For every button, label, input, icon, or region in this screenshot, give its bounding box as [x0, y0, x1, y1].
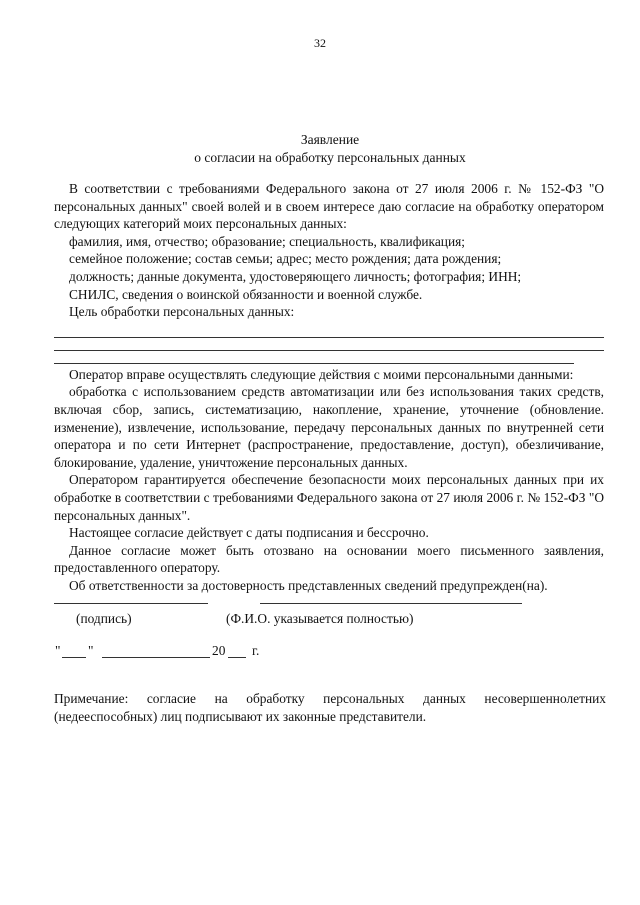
full-name-line[interactable] [260, 603, 522, 604]
full-name-label: (Ф.И.О. указывается полностью) [226, 611, 414, 626]
year-prefix: 20 [212, 643, 226, 658]
title-line-1: Заявление [300, 132, 360, 147]
purpose-blank-lines [54, 325, 604, 364]
purpose-line-1[interactable] [54, 325, 604, 338]
note-paragraph: Примечание: согласие на обработку персональных данных несовершеннолетних (недееспособных) лиц подписывают их законные представители. [54, 691, 606, 724]
day-line[interactable] [62, 657, 86, 658]
month-line[interactable] [102, 657, 210, 658]
signature-label: (подпись) [76, 611, 132, 626]
date-close-quote: " [88, 643, 94, 658]
purpose-line-2[interactable] [54, 338, 604, 351]
category-line-2: семейное положение; состав семьи; адрес; место рождения; дата рождения; [69, 251, 502, 267]
paragraph-responsibility: Об ответственности за достоверность представленных сведений предупрежден(на). [69, 577, 548, 593]
paragraph-intro: В соответствии с требованиями Федерального закона от 27 июля 2006 г. № 152-ФЗ "О персональных данных" своей волей и в своем интересе даю согласие на обработку оператором следующих категорий моих персональных данных: [54, 181, 604, 232]
paragraph-actions: обработка с использованием средств автоматизации или без использования таких средств, включая сбор, запись, систематизацию, накопление, хранение, уточнение (обновление. изменение), извлечение, использование, передачу персональных данных по внутренней сети оператора и по сети Интернет (распространение, предоставление, доступ), обезличивание, блокирование, удаление, уничтожение персональных данных. [54, 384, 604, 470]
page-number: 32 [314, 36, 326, 50]
paragraph-guarantee: Оператором гарантируется обеспечение безопасности моих персональных данных при их обработке в соответствии с требованиями Федерального закона от 27 июля 2006 г. № 152-ФЗ "О персональных данных". [54, 472, 604, 523]
purpose-label: Цель обработки персональных данных: [69, 304, 295, 320]
signature-line[interactable] [54, 603, 208, 604]
date-open-quote: " [55, 643, 61, 658]
purpose-line-3[interactable] [54, 351, 574, 364]
category-line-4: СНИЛС, сведения о воинской обязанности и военной службе. [69, 286, 423, 302]
year-suffix: г. [252, 643, 260, 658]
category-line-1: фамилия, имя, отчество; образование; специальность, квалификация; [69, 233, 466, 249]
category-line-3: должность; данные документа, удостоверяющего личность; фотография; ИНН; [69, 268, 522, 284]
paragraph-actions-intro: Оператор вправе осуществлять следующие действия с моими персональными данными: [69, 366, 574, 382]
paragraph-revocation: Данное согласие может быть отозвано на основании моего письменного заявления, предоставленного оператору. [54, 542, 604, 576]
paragraph-validity: Настоящее согласие действует с даты подписания и бессрочно. [69, 525, 429, 541]
document-body [54, 180, 604, 594]
year-line[interactable] [228, 657, 246, 658]
title-line-2: о согласии на обработку персональных данных [194, 150, 466, 165]
document-title [0, 131, 640, 167]
signature-block [54, 597, 574, 677]
